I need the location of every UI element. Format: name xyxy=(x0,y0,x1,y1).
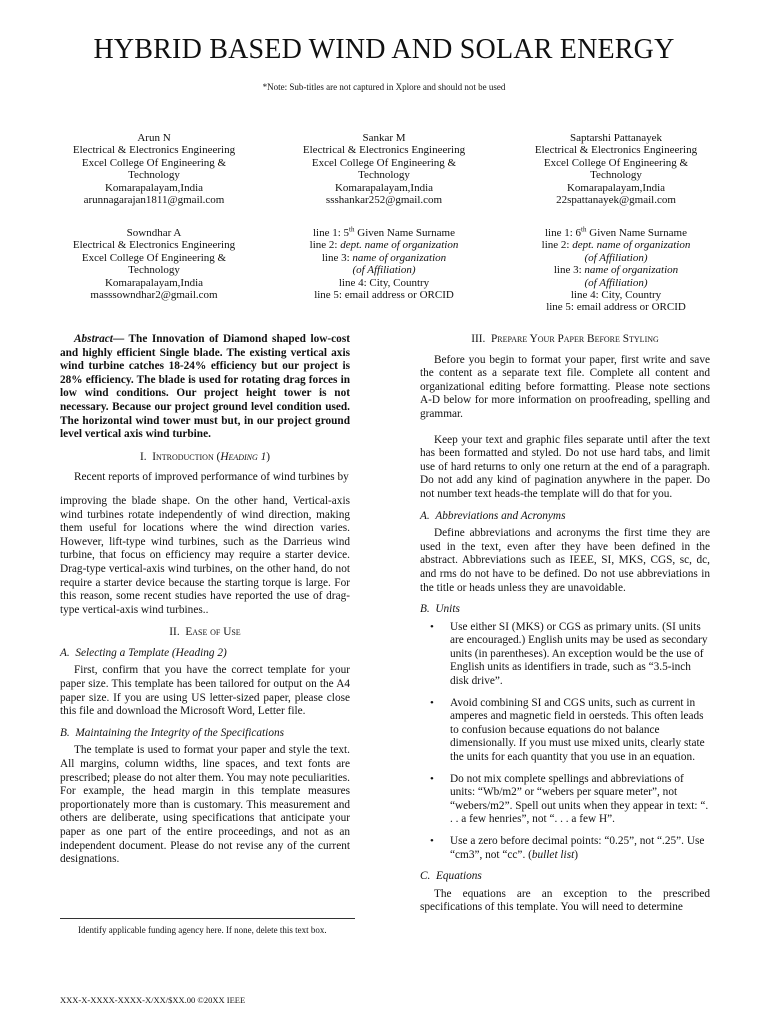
placeholder-line-5: line 5: email address or ORCID xyxy=(546,301,686,314)
units-bullet-list xyxy=(420,621,710,863)
heading-equations: C. Equations xyxy=(420,870,482,883)
placeholder-line-2b: (of Affiliation) xyxy=(584,251,648,264)
author-block-saptarshi xyxy=(496,132,736,206)
author-org: Excel College Of Engineering & xyxy=(311,156,457,169)
prepare-paragraph-2: Keep your text and graphic files separate until after the text has been formatted and styled. Do not use hard tabs, and limit use of hard returns to only one return at the end of a paragraph. Do not add any kind of pagination anywhere in the paper. Do not number text heads-the template will do that for you. xyxy=(420,433,710,500)
heading-integrity: B. Maintaining the Integrity of the Specifications xyxy=(60,726,285,739)
bullet-glyph: • xyxy=(430,772,434,785)
equations-paragraph: The equations are an exception to the prescribed specifications of this template. You will need to determine xyxy=(420,887,710,914)
template-paragraph: First, confirm that you have the correct template for your paper size. This template has been tailored for output on the A4 paper size. If you are using US letter-sized paper, please close this file and download the Microsoft Word, Letter file. xyxy=(60,664,350,718)
author-org: Technology xyxy=(590,169,642,182)
author-location: Komarapalayam,India xyxy=(566,181,666,194)
list-item: • Use a zero before decimal points: “0.25”, not “.25”. Use “cm3”, not “cc”. (bullet list) xyxy=(430,835,705,861)
left-column xyxy=(60,333,350,875)
placeholder-line-3b: (of Affiliation) xyxy=(352,264,416,277)
author-email: masssowndhar2@gmail.com xyxy=(90,289,218,302)
author-dept: Electrical & Electronics Engineering xyxy=(534,144,698,157)
author-placeholder-6 xyxy=(496,227,736,314)
heading-introduction: I. Introduction (Heading 1) xyxy=(139,450,271,463)
author-dept: Electrical & Electronics Engineering xyxy=(72,239,236,252)
author-org: Technology xyxy=(358,169,410,182)
bullet-glyph: • xyxy=(430,696,434,709)
paper-title: HYBRID BASED WIND AND SOLAR ENERGY xyxy=(93,34,675,65)
author-placeholder-5 xyxy=(264,227,504,301)
author-email: arunnagarajan1811@gmail.com xyxy=(83,194,225,207)
author-name: Sankar M xyxy=(362,132,406,144)
author-email: 22spattanayek@gmail.com xyxy=(556,194,676,207)
author-dept: Electrical & Electronics Engineering xyxy=(72,144,236,157)
author-org: Excel College Of Engineering & xyxy=(543,156,689,169)
placeholder-line-3: line 3: name of organization xyxy=(553,264,679,277)
author-location: Komarapalayam,India xyxy=(104,276,204,289)
abbreviations-paragraph: Define abbreviations and acronyms the first time they are used in the text, even after they have been defined in the abstract. Abbreviations such as IEEE, SI, MKS, CGS, sc, dc, and rms do not have to be defined. Do not use abbreviations in the title or heads unless they are unavoidable. xyxy=(420,527,710,594)
author-org: Excel College Of Engineering & xyxy=(81,251,227,264)
author-org: Technology xyxy=(128,264,180,277)
placeholder-line-5: line 5: email address or ORCID xyxy=(314,289,454,302)
placeholder-line-1: line 1: 6th Given Name Surname xyxy=(544,225,687,239)
placeholder-line-3: line 3: name of organization xyxy=(321,251,447,264)
list-item: • Do not mix complete spellings and abbreviations of units: “Wb/m2” or “webers per square meter”, not “webers/m2”. Spell out units when they appear in text: “. . . a few henries”, not “. . . a few H”. xyxy=(430,772,709,826)
prepare-paragraph-1: Before you begin to format your paper, first write and save the content as a separate text file. Complete all content and organizational editing before formatting. Please note sections A-D below for more information on proofreading, spelling and grammar. xyxy=(420,353,710,420)
right-column xyxy=(420,333,710,923)
heading-abbreviations: A. Abbreviations and Acronyms xyxy=(420,509,566,522)
heading-ease-of-use: II. Ease of Use xyxy=(169,626,241,639)
author-name: Arun N xyxy=(137,132,171,144)
bullet-glyph: • xyxy=(430,620,434,633)
copyright-code: XXX-X-XXXX-XXXX-X/XX/$XX.00 ©20XX IEEE xyxy=(60,995,246,1005)
placeholder-line-2: line 2: dept. name of organization xyxy=(541,239,691,252)
author-location: Komarapalayam,India xyxy=(104,181,204,194)
author-email: ssshankar252@gmail.com xyxy=(325,194,443,207)
footnote-rule xyxy=(60,918,355,919)
placeholder-line-3b: (of Affiliation) xyxy=(584,276,648,289)
author-location: Komarapalayam,India xyxy=(334,181,434,194)
author-org: Technology xyxy=(128,169,180,182)
author-org: Excel College Of Engineering & xyxy=(81,156,227,169)
intro-paragraph-1: Recent reports of improved performance of wind turbines by xyxy=(74,471,349,484)
list-item: • Avoid combining SI and CGS units, such as current in amperes and magnetic field in oersteds. This often leads to confusion because equations do not balance dimensionally. If you must use mixed units, clearly state the units for each quantity that you use in an equation. xyxy=(430,696,705,764)
bullet-glyph: • xyxy=(430,835,434,847)
author-dept: Electrical & Electronics Engineering xyxy=(302,144,466,157)
subtitle-note: *Note: Sub-titles are not captured in Xplore and should not be used xyxy=(262,82,506,92)
author-block-sowndhar xyxy=(34,227,274,301)
heading-prepare-paper: III. Prepare Your Paper Before Styling xyxy=(471,333,659,345)
placeholder-line-4: line 4: City, Country xyxy=(338,276,430,289)
intro-paragraph-2: improving the blade shape. On the other hand, Vertical-axis wind turbines rotate independently of wind direction, making them useful for locations where the wind direction varies. However, lift-type wind turbines, such as the Darrieus wind turbine, that focus on efficiency may require a starter device. Drag-type vertical-axis wind turbines, on the other hand, do not require a starter device because the starting torque is large. For this reason, some recent studies have reported the use of drag-type vertical-axis wind turbines.. xyxy=(60,494,350,616)
author-block-sankar xyxy=(264,132,504,206)
heading-selecting-template: A. Selecting a Template (Heading 2) xyxy=(60,646,227,659)
placeholder-line-1: line 1: 5th Given Name Surname xyxy=(312,225,455,239)
footnote: Identify applicable funding agency here. If none, delete this text box. xyxy=(78,925,327,935)
heading-units: B. Units xyxy=(420,603,460,616)
placeholder-line-4: line 4: City, Country xyxy=(570,289,662,302)
author-name: Sowndhar A xyxy=(126,227,182,239)
placeholder-line-2: line 2: dept. name of organization xyxy=(309,239,459,252)
author-block-arun xyxy=(34,132,274,206)
abstract: Abstract— The Innovation of Diamond shaped low-cost and highly efficient Single blade. The existing vertical axis wind turbine catches 18-24% efficiency but our project is 28% efficiency. The blade is used for rotating drag forces in low wind conditions. Our project height tower is not necessary. Because our project ground level condition used. The horizontal wind tower must but, in our project ground level vertical axis wind turbine. xyxy=(60,333,350,441)
integrity-paragraph: The template is used to format your paper and style the text. All margins, column widths, line spaces, and text fonts are prescribed; please do not alter them. You may note peculiarities. For example, the head margin in this template measures proportionately more than is customary. This measurement and others are deliberate, using specifications that anticipate your paper as one part of the entire proceedings, and not as an independent document. Please do not revise any of the current designations. xyxy=(60,744,350,866)
list-item: • Use either SI (MKS) or CGS as primary units. (SI units are encouraged.) English units may be used as secondary units (in parentheses). An exception would be the use of English units as identifiers in trade, such as “3.5-inch disk drive”. xyxy=(430,620,708,688)
author-name: Saptarshi Pattanayek xyxy=(570,132,662,144)
